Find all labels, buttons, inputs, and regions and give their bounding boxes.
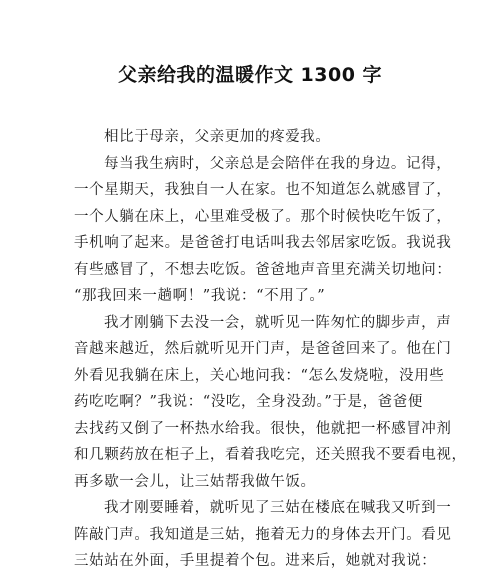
text-line: 一个人躺在床上，心里难受极了。那个时候快吃午饭了， — [74, 208, 452, 225]
text-line: 再多歇一会儿，让三姑帮我做午饭。 — [74, 473, 316, 490]
paragraph — [74, 310, 467, 496]
text-line: 相比于母亲，父亲更加的疼爱我。 — [104, 129, 331, 145]
text-line: 有些感冒了，不想去吃饭。爸爸地声音里充满关切地问： — [74, 261, 452, 278]
text-line: 阵敲门声。我知道是三姑，拖着无力的身体去开门。看见 — [74, 526, 452, 543]
text-line: 药吃吃啊？”我说：“没吃，全身没劲。”于是，爸爸便 — [74, 394, 423, 410]
text-line: 我才刚要睡着，就听见了三姑在楼底在喊我又听到一 — [104, 500, 452, 516]
text-line: “那我回来一趟啊！”我说：“不用了。” — [74, 288, 326, 304]
text-line: 我才刚躺下去没一会，就听见一阵匆忙的脚步声，声 — [104, 314, 452, 331]
paragraph — [74, 495, 452, 575]
text-line: 一个星期天，我独自一人在家。也不知道怎么就感冒了， — [74, 182, 452, 198]
text-line: 三姑站在外面，手里提着个包。进来后，她就对我说： — [74, 553, 437, 569]
text-line: 去找药又倒了一杯热水给我。很快，他就把一杯感冒冲剂 — [74, 420, 452, 437]
text-line: 外看见我躺在床上，关心地问我：“怎么发烧啦，没用些 — [74, 367, 445, 384]
page-title: 父亲给我的温暖作文 1300 字 — [117, 64, 383, 86]
text-line: 手机响了起来。是爸爸打电话叫我去邻居家吃饭。我说我 — [74, 235, 452, 251]
text-line: 和几颗药放在柜子上，看着我吃完，还关照我不要看电视， — [74, 447, 467, 463]
paragraph — [74, 124, 434, 151]
essay-body — [74, 124, 467, 575]
text-line: 音越来越近，然后就听见开门声，是爸爸回来了。他在门 — [74, 341, 452, 357]
text-line: 每当我生病时，父亲总是会陪伴在我的身边。记得， — [104, 155, 452, 172]
paragraph — [74, 151, 452, 310]
